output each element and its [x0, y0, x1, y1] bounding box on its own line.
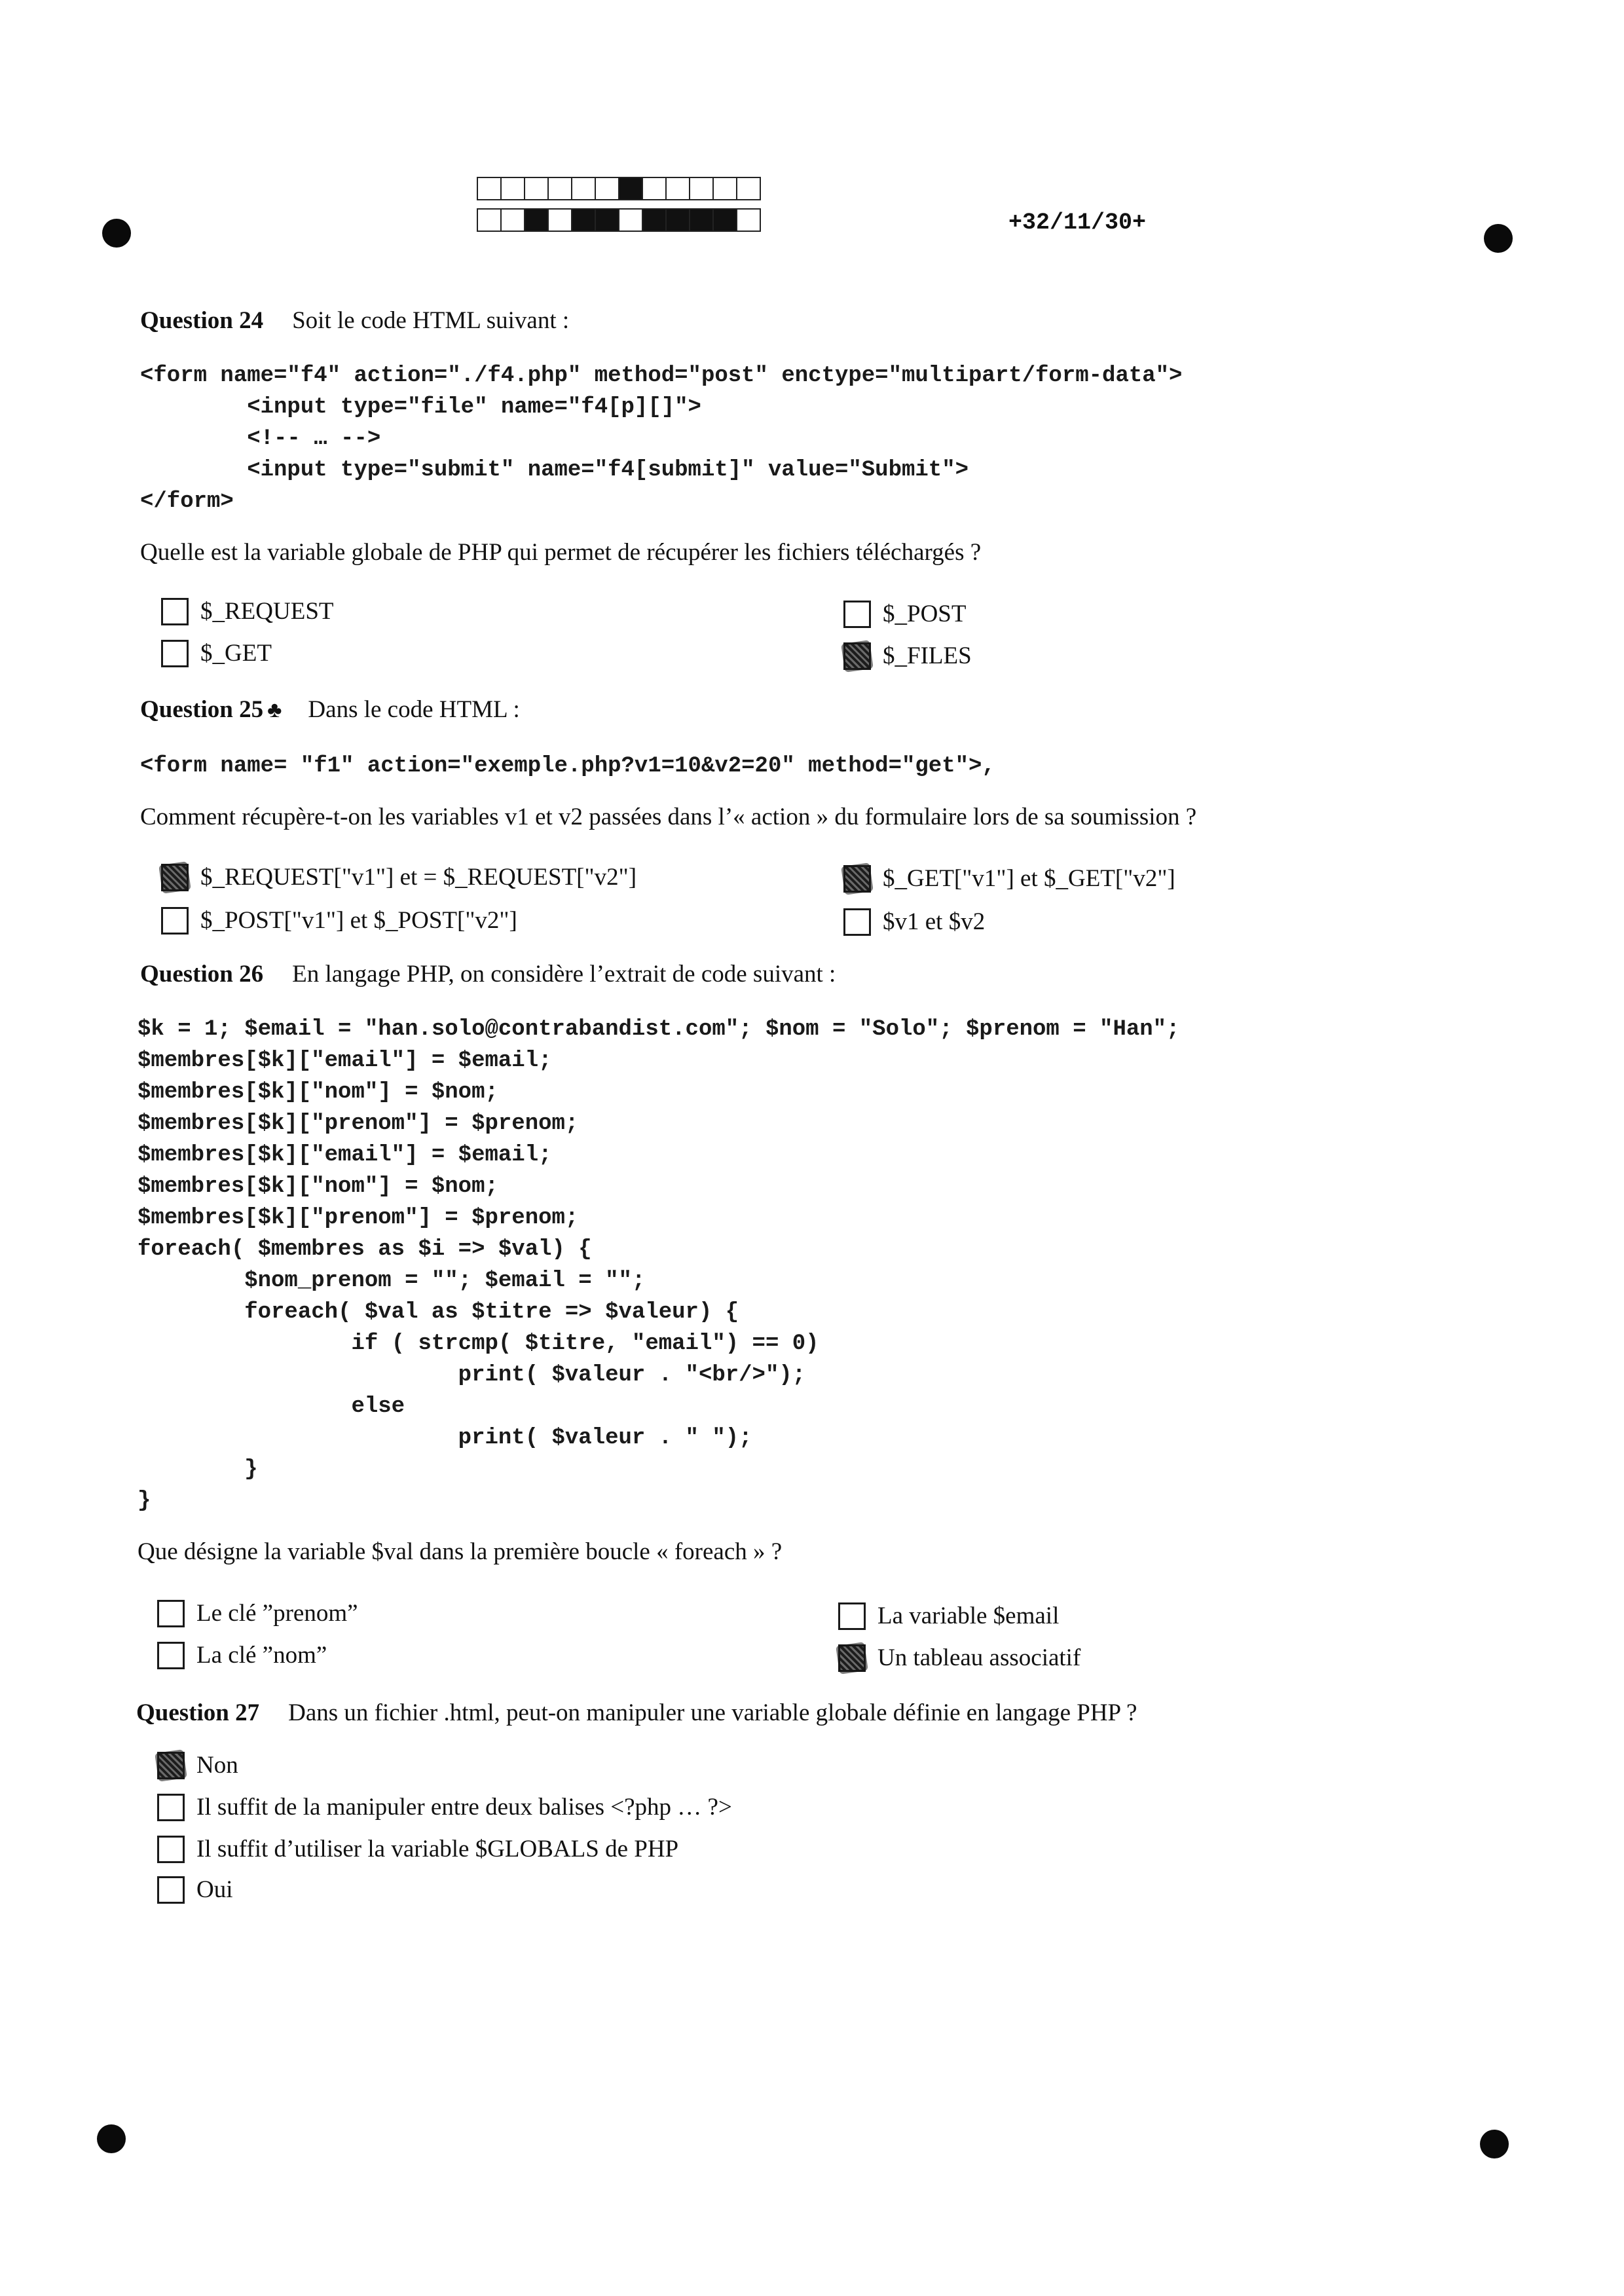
checkbox[interactable]	[843, 642, 871, 670]
code-cell	[737, 177, 761, 200]
code-cell	[667, 208, 690, 232]
question-24-code: <form name="f4" action="./f4.php" method="post" enctype="multipart/form-data"> <input type="file" name="f4[p][]"> <!-- … --> <input type="submit" name="f4[submit]" value="Submit"> </form>	[140, 363, 1183, 514]
code-cell	[619, 177, 643, 200]
code-cell	[643, 208, 667, 232]
code-cell	[549, 208, 572, 232]
code-cell	[549, 177, 572, 200]
q26-choice-associative-array[interactable]	[838, 1644, 1080, 1672]
question-27-number: Question 27	[136, 1699, 260, 1726]
page-code-row-2	[477, 208, 761, 232]
question-25-code: <form name= "f1" action="exemple.php?v1=10&v2=20" method="get">,	[140, 754, 995, 779]
q25-choice-post[interactable]	[161, 906, 517, 935]
registration-dot-bottom-left	[97, 2124, 126, 2153]
checkbox[interactable]	[157, 1600, 185, 1627]
question-24-title	[140, 306, 569, 335]
checkbox[interactable]	[157, 1876, 185, 1904]
choice-label: La clé ”nom”	[196, 1642, 327, 1669]
q25-choice-request[interactable]	[161, 863, 637, 891]
checkbox[interactable]	[157, 1794, 185, 1821]
q27-choice-oui[interactable]	[157, 1876, 233, 1904]
question-27-title	[136, 1699, 1137, 1727]
choice-label: $_POST	[883, 601, 967, 627]
choice-label: Il suffit de la manipuler entre deux balises <?php … ?>	[196, 1794, 732, 1821]
question-24-text: Soit le code HTML suivant :	[292, 307, 570, 334]
code-cell	[596, 208, 619, 232]
checkbox[interactable]	[843, 908, 871, 936]
q25-choice-get[interactable]	[843, 864, 1175, 893]
choice-label: $_POST["v1"] et $_POST["v2"]	[200, 907, 517, 934]
code-cell	[643, 177, 667, 200]
choice-label: $_REQUEST["v1"] et = $_REQUEST["v2"]	[200, 864, 637, 891]
checkbox[interactable]	[843, 601, 871, 628]
question-24-number: Question 24	[140, 307, 264, 334]
q24-choice-post[interactable]	[843, 600, 966, 628]
question-27-text: Dans un fichier .html, peut-on manipuler une variable globale définie en langage PHP ?	[288, 1699, 1137, 1726]
registration-dot-top-left	[102, 219, 131, 248]
code-cell	[690, 177, 714, 200]
question-24-prompt: Quelle est la variable globale de PHP qui permet de récupérer les fichiers téléchargés ?	[140, 539, 982, 566]
question-25-prompt: Comment récupère-t-on les variables v1 et v2 passées dans l’« action » du formulaire lors de sa soumission ?	[140, 804, 1197, 830]
registration-dot-top-right	[1484, 224, 1513, 253]
checkbox[interactable]	[161, 598, 189, 625]
checkbox[interactable]	[161, 907, 189, 935]
code-cell	[525, 208, 549, 232]
code-cell	[714, 208, 737, 232]
checkbox[interactable]	[838, 1602, 866, 1630]
question-25-number: Question 25	[140, 696, 264, 723]
page-code-row-1	[477, 177, 761, 200]
choice-label: La variable $email	[877, 1602, 1060, 1629]
checkbox[interactable]	[157, 1752, 185, 1779]
club-icon: ♣	[267, 698, 282, 722]
q26-choice-nom[interactable]	[157, 1641, 327, 1669]
choice-label: Un tableau associatif	[877, 1644, 1081, 1671]
q27-choice-php-tags[interactable]	[157, 1793, 732, 1821]
q26-choice-email[interactable]	[838, 1602, 1059, 1630]
q27-choice-globals[interactable]	[157, 1835, 678, 1863]
code-cell	[525, 177, 549, 200]
question-25-text: Dans le code HTML :	[308, 696, 520, 723]
code-cell	[572, 177, 596, 200]
checkbox[interactable]	[157, 1642, 185, 1669]
registration-dot-bottom-right	[1480, 2130, 1509, 2158]
q24-choice-files[interactable]	[843, 642, 972, 670]
choice-label: $_GET["v1"] et $_GET["v2"]	[883, 865, 1175, 892]
checkbox[interactable]	[838, 1644, 866, 1672]
q26-choice-prenom[interactable]	[157, 1599, 358, 1627]
choice-label: $v1 et $v2	[883, 908, 986, 935]
question-26-text: En langage PHP, on considère l’extrait de code suivant :	[292, 961, 836, 988]
question-26-title	[140, 960, 836, 988]
code-cell	[619, 208, 643, 232]
code-cell	[478, 177, 502, 200]
checkbox[interactable]	[157, 1836, 185, 1863]
question-26-code: $k = 1; $email = "han.solo@contrabandist.com"; $nom = "Solo"; $prenom = "Han"; $membres[$k]["email"] = $email; $membres[$k]["nom"] = $nom; $membres[$k]["prenom"] = $prenom; $membres[$k]["email"] = $email; $membres[$k]["nom"] = $nom; $membres[$k]["prenom"] = $prenom; foreach( $membres as $i => $val) { $nom_prenom = ""; $email = ""; foreach( $val as $titre => $valeur) { if ( strcmp( $titre, "email") == 0) print( $valeur . "<br/>"); else print( $valeur . " "); } }	[138, 1017, 1180, 1513]
q24-choice-request[interactable]	[161, 597, 334, 625]
question-26-number: Question 26	[140, 961, 264, 988]
choice-label: Non	[196, 1752, 238, 1779]
code-cell	[596, 177, 619, 200]
code-cell	[572, 208, 596, 232]
code-cell	[667, 177, 690, 200]
q24-choice-get[interactable]	[161, 639, 272, 667]
code-cell	[690, 208, 714, 232]
choice-label: $_REQUEST	[200, 598, 334, 625]
question-26-prompt: Que désigne la variable $val dans la première boucle « foreach » ?	[138, 1538, 783, 1565]
checkbox[interactable]	[161, 640, 189, 667]
checkbox[interactable]	[843, 865, 871, 893]
q27-choice-non[interactable]	[157, 1751, 238, 1779]
code-cell	[502, 177, 525, 200]
choice-label: $_FILES	[883, 642, 972, 669]
code-cell	[478, 208, 502, 232]
choice-label: $_GET	[200, 640, 272, 667]
code-cell	[737, 208, 761, 232]
code-cell	[502, 208, 525, 232]
q25-choice-vars[interactable]	[843, 908, 985, 936]
page-identifier: +32/11/30+	[1008, 210, 1147, 236]
question-25-title	[140, 695, 520, 724]
choice-label: Oui	[196, 1876, 233, 1903]
code-cell	[714, 177, 737, 200]
checkbox[interactable]	[161, 864, 189, 891]
choice-label: Le clé ”prenom”	[196, 1600, 358, 1627]
choice-label: Il suffit d’utiliser la variable $GLOBALS de PHP	[196, 1836, 679, 1862]
